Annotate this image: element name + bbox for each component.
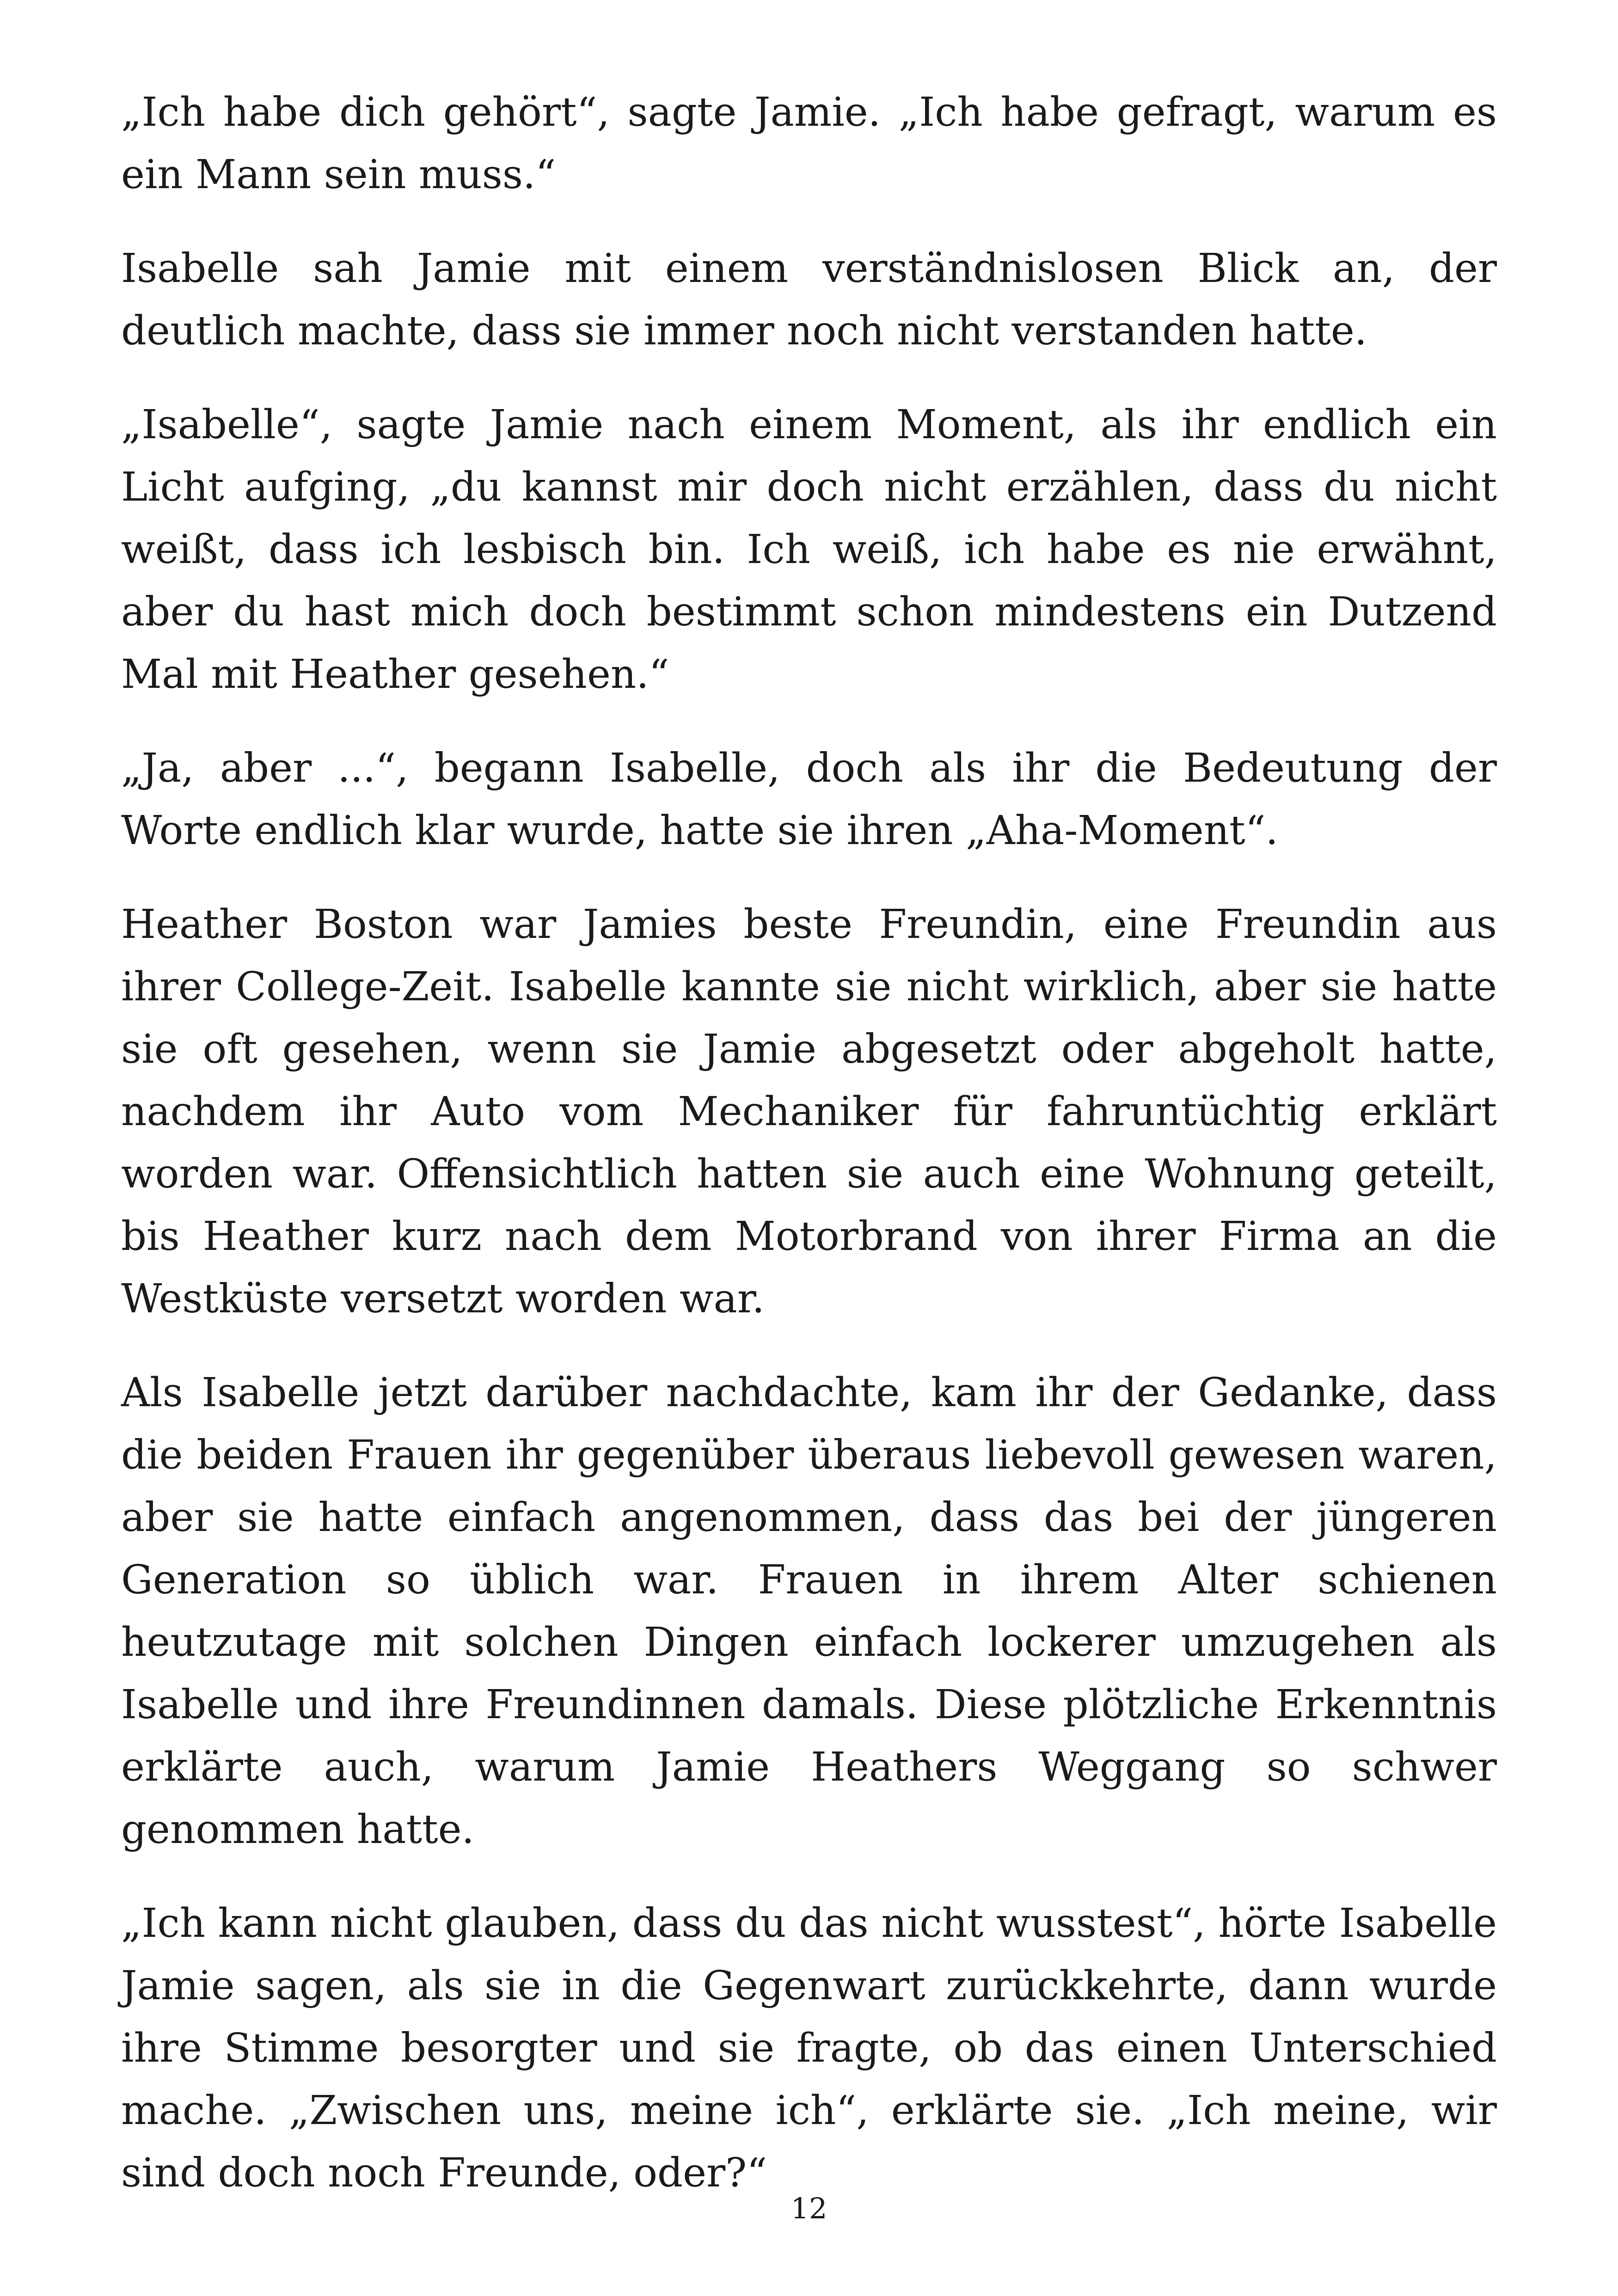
paragraph-5: Heather Boston war Jamies beste Freundin, eine Freundin aus ihrer College-Zeit. Isabelle kannte sie nicht wirklich, aber sie hatte sie oft gesehen, wenn sie Jamie abgesetzt oder abgeholt hatte, nachdem ihr Auto vom Mechaniker für fahruntüchtig erklärt worden war. Offensichtlich hatten sie auch eine Wohnung geteilt, bis Heather kurz nach dem Motorbrand von ihrer Firma an die Westküste versetzt worden war. xyxy=(121,901,1497,1322)
paragraph-2: Isabelle sah Jamie mit einem verständnislosen Blick an, der deutlich machte, dass sie immer noch nicht verstanden hatte. xyxy=(121,245,1497,354)
paragraph-7: „Ich kann nicht glauben, dass du das nicht wusstest“, hörte Isabelle Jamie sagen, als sie in die Gegenwart zurückkehrte, dann wurde ihre Stimme besorgter und sie fragte, ob das einen Unterschied mache. „Zwischen uns, meine ich“, erklärte sie. „Ich meine, wir sind doch noch Freunde, oder?“ xyxy=(121,1900,1497,2196)
page-number: 12 xyxy=(791,2192,827,2225)
paragraph-6: Als Isabelle jetzt darüber nachdachte, kam ihr der Gedanke, dass die beiden Frauen ihr gegenüber überaus liebevoll gewesen waren, aber sie hatte einfach angenommen, dass das bei der jüngeren Generation so üblich war. Frauen in ihrem Alter schienen heutzutage mit solchen Dingen einfach lockerer umzugehen als Isabelle und ihre Freundinnen damals. Diese plötzliche Erkenntnis erklärte auch, warum Jamie Heathers Weggang so schwer genommen hatte. xyxy=(121,1370,1497,1853)
page-text-body xyxy=(121,81,1497,2204)
paragraph-1: „Ich habe dich gehört“, sagte Jamie. „Ich habe gefragt, warum es ein Mann sein muss.“ xyxy=(121,89,1497,198)
paragraph-3: „Isabelle“, sagte Jamie nach einem Moment, als ihr endlich ein Licht aufging, „du kannst mir doch nicht erzählen, dass du nicht weißt, dass ich lesbisch bin. Ich weiß, ich habe es nie erwähnt, aber du hast mich doch bestimmt schon mindestens ein Dutzend Mal mit Heather gesehen.“ xyxy=(121,402,1497,698)
paragraph-4: „Ja, aber ...“, begann Isabelle, doch als ihr die Bedeutung der Worte endlich klar wurde, hatte sie ihren „Aha-Moment“. xyxy=(121,745,1497,854)
